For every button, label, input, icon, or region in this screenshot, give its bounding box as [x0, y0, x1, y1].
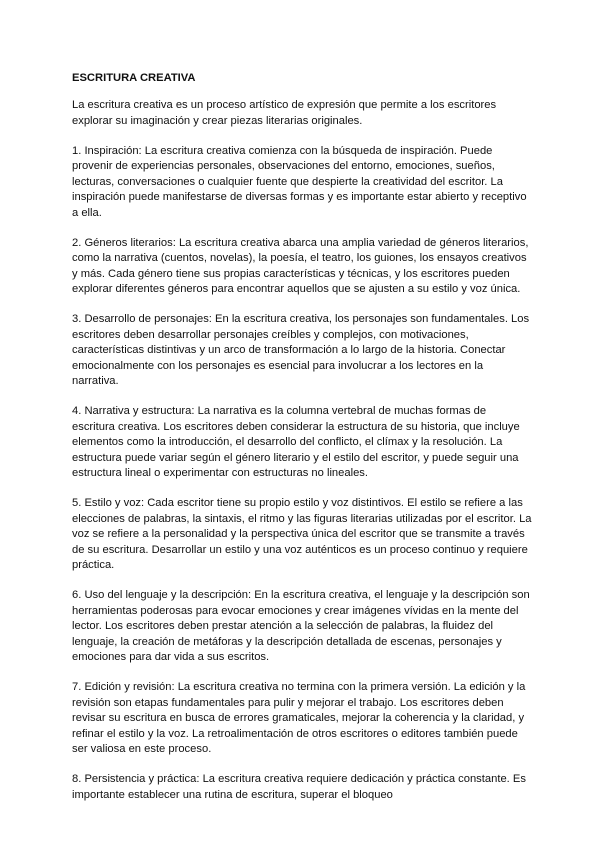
section-edicion-revision: 7. Edición y revisión: La escritura creativa no termina con la primera versión. La edición y la revisión son etapas fundamentales para pulir y mejorar el trabajo. Los escritores deben revisar su escritura en busca de errores gramaticales, mejorar la coherencia y la claridad, y refinar el estilo y la voz. La retroalimentación de otros escritores o editores también puede ser valiosa en este proceso.	[72, 681, 526, 755]
section-desarrollo-personajes: 3. Desarrollo de personajes: En la escritura creativa, los personajes son fundamentales. Los escritores deben desarrollar personajes creíbles y complejos, con motivaciones, características distintivas y un arco de transformación a lo largo de la historia. Conectar emocionalmente con los personajes es esencial para involucrar a los lectores en la narrativa.	[72, 313, 530, 387]
page-title: ESCRITURA CREATIVA	[72, 72, 196, 84]
section-estilo-voz: 5. Estilo y voz: Cada escritor tiene su propio estilo y voz distintivos. El estilo se refiere a las elecciones de palabras, la sintaxis, el ritmo y las figuras literarias utilizadas por el escritor. La voz se refiere a la personalidad y la perspectiva única del escritor que se transmite a través de su escritura. Desarrollar un estilo y una voz auténticos es un proceso continuo y requiere práctica.	[72, 497, 532, 571]
section-persistencia-practica: 8. Persistencia y práctica: La escritura creativa requiere dedicación y práctica constante. Es importante establecer una rutina de escritura, superar el bloqueo	[72, 773, 526, 801]
section-generos-literarios: 2. Géneros literarios: La escritura creativa abarca una amplia variedad de géneros literarios, como la narrativa (cuentos, novelas), la poesía, el teatro, los guiones, los ensayos creativos y más. Cada género tiene sus propias características y técnicas, y los escritores pueden explorar diferentes géneros para encontrar aquellos que se ajusten a su estilo y voz única.	[72, 236, 529, 295]
intro-paragraph: La escritura creativa es un proceso artístico de expresión que permite a los escritores explorar su imaginación y crear piezas literarias originales.	[72, 99, 497, 127]
section-lenguaje-descripcion: 6. Uso del lenguaje y la descripción: En la escritura creativa, el lenguaje y la descripción son herramientas poderosas para evocar emociones y crear imágenes vívidas en la mente del lector. Los escritores deben prestar atención a la selección de palabras, la fluidez del lenguaje, la creación de metáforas y la descripción detallada de escenas, personajes y emociones para dar vida a sus escritos.	[72, 589, 530, 663]
document-page	[72, 70, 532, 818]
section-inspiracion: 1. Inspiración: La escritura creativa comienza con la búsqueda de inspiración. Puede provenir de experiencias personales, observaciones del entorno, emociones, sueños, lecturas, conversaciones o cualquier fuente que despierte la creatividad del escritor. La inspiración puede manifestarse de diversas formas y es importante estar abierto y receptivo a ella.	[72, 144, 527, 219]
section-narrativa-estructura: 4. Narrativa y estructura: La narrativa es la columna vertebral de muchas formas de escritura creativa. Los escritores deben considerar la estructura de su historia, que incluye elementos como la introducción, el desarrollo del conflicto, el clímax y la resolución. La estructura puede variar según el género literario y el estilo del escritor, y puede seguir una estructura lineal o experimentar con estructuras no lineales.	[72, 405, 520, 479]
